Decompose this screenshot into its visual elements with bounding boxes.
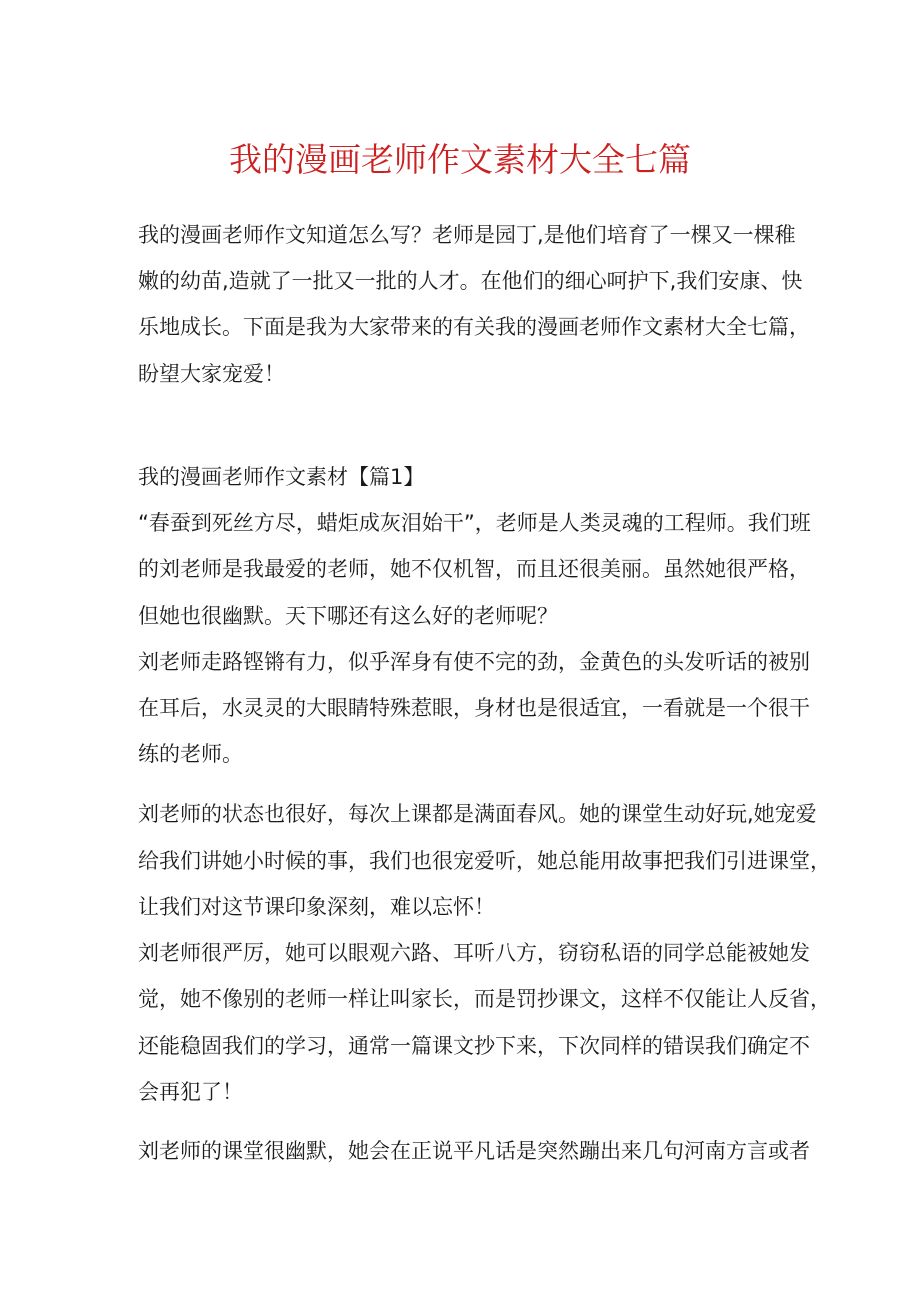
document-title: 我的漫画老师作文素材大全七篇 [229,140,691,179]
intro-line: 乐地成长。下面是我为大家带来的有关我的漫画老师作文素材大全七篇， [138,315,810,339]
paragraph-line: 给我们讲她小时候的事，我们也很宠爱听，她总能用故事把我们引进课堂， [138,849,831,873]
paragraph-line: 在耳后，水灵灵的大眼睛特殊惹眼，身材也是很适宜，一看就是一个很干 [138,696,810,720]
paragraph-line: 让我们对这节课印象深刻，难以忘怀！ [138,895,495,919]
paragraph-line: 但她也很幽默。天下哪还有这么好的老师呢？ [138,604,558,628]
paragraph-line: 的刘老师是我最爱的老师，她不仅机智，而且还很美丽。虽然她很严格， [138,557,810,581]
intro-line: 嫩的幼苗,造就了一批又一批的人才。在他们的细心呵护下,我们安康、快 [138,269,803,293]
paragraph-line: 刘老师的课堂很幽默，她会在正说平凡话是突然蹦出来几句河南方言或者 [138,1139,810,1163]
paragraph-line: 觉，她不像别的老师一样让叫家长，而是罚抄课文，这样不仅能让人反省， [138,987,831,1011]
paragraph-line: 刘老师走路铿锵有力，似乎浑身有使不完的劲，金黄色的头发听话的被别 [138,650,810,674]
section-heading: 我的漫画老师作文素材【篇1】 [138,465,425,489]
paragraph-line: 练的老师。 [138,742,243,766]
paragraph-line: 会再犯了！ [138,1080,243,1104]
paragraph-line: 还能稳固我们的学习，通常一篇课文抄下来，下次同样的错误我们确定不 [138,1034,810,1058]
paragraph-line: 刘老师的状态也很好，每次上课都是满面春风。她的课堂生动好玩,她宠爱 [138,802,817,826]
paragraph-line: “春蚕到死丝方尽，蜡炬成灰泪始干”，老师是人类灵魂的工程师。我们班 [138,511,811,535]
intro-line: 盼望大家宠爱！ [138,362,285,386]
paragraph-line: 刘老师很严厉，她可以眼观六路、耳听八方，窃窃私语的同学总能被她发 [138,941,810,965]
intro-line: 我的漫画老师作文知道怎么写？老师是园丁,是他们培育了一棵又一棵稚 [138,223,796,247]
